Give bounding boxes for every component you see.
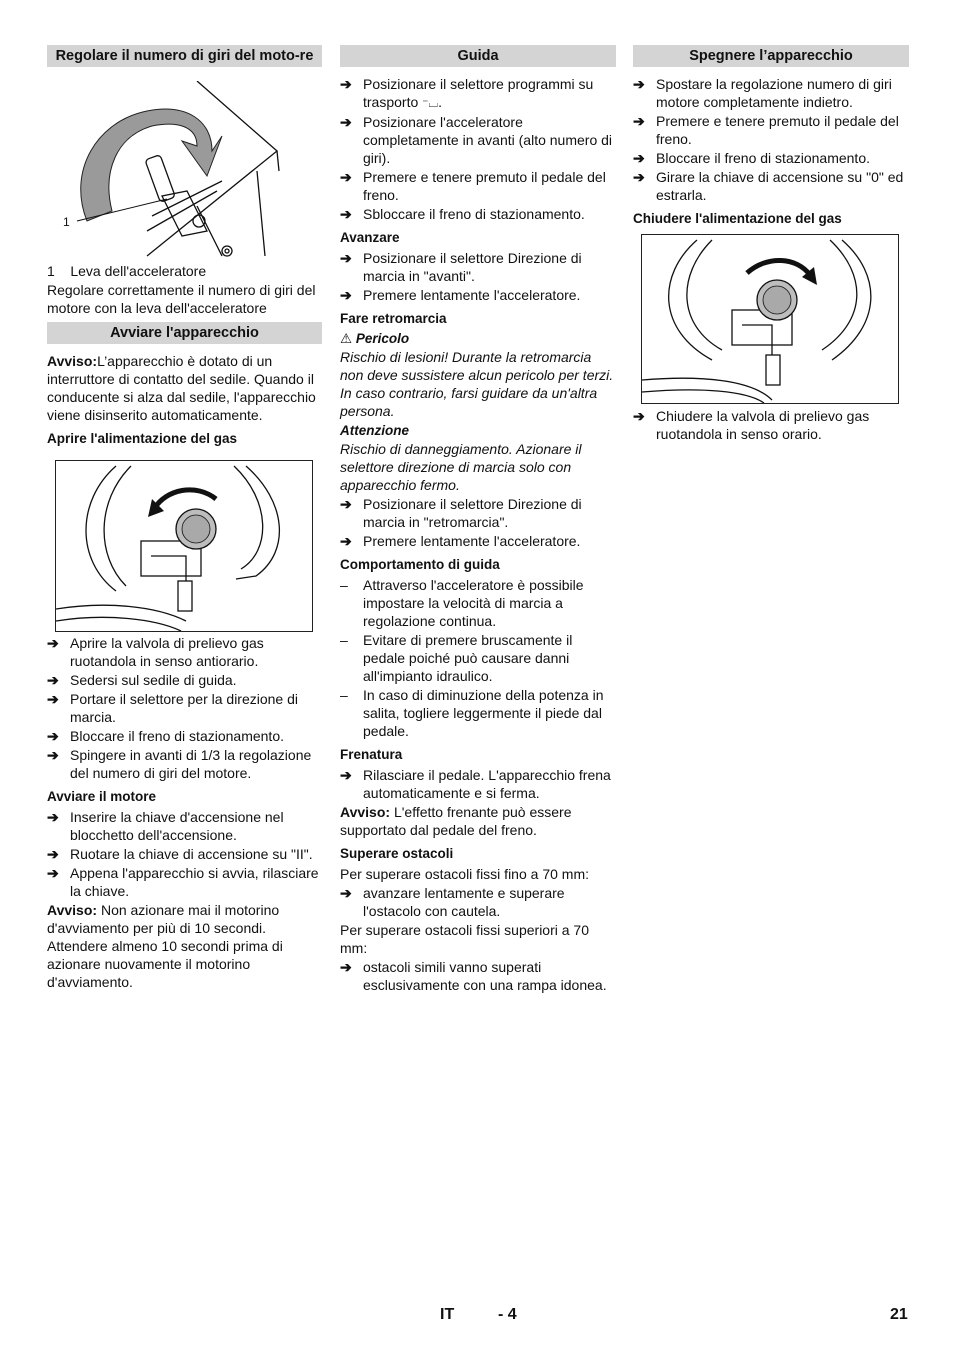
list-item: – In caso di diminuzione della potenza in salita, togliere leggermente il piede dal pedale. <box>340 687 604 739</box>
step-turn-key: ➔ Ruotare la chiave di accensione su "II". <box>47 846 313 862</box>
transport-icon: ⁻⌴ <box>422 96 439 110</box>
list-item: – Evitare di premere bruscamente il pedale poiché può causare danni all'impianto idraulico. <box>340 632 573 684</box>
column-1 <box>47 45 322 992</box>
notice-text: L'effetto frenante può essere supportato dal pedale del freno. <box>340 804 572 838</box>
notice-label: Avviso: <box>340 804 391 820</box>
column-3 <box>633 45 909 444</box>
gas-valve-close-figure <box>641 234 899 404</box>
step-direction-forward: ➔ Posizionare il selettore Direzione di marcia in "avanti". <box>340 250 582 284</box>
subheading-obstacles: Superare ostacoli <box>340 846 454 861</box>
arrow-right-icon: ➔ <box>633 113 645 129</box>
subheading-start-engine: Avviare il motore <box>47 789 157 804</box>
warning-triangle-icon: ⚠ <box>340 331 353 346</box>
arrow-right-icon: ➔ <box>47 809 59 825</box>
heading-switch-off: Spegnere l’apparecchio <box>633 45 909 67</box>
arrow-right-icon: ➔ <box>340 206 352 222</box>
step-open-valve: ➔ Aprire la valvola di prelievo gas ruotandola in senso antiorario. <box>47 635 264 669</box>
step-direction-reverse: ➔ Posizionare il selettore Direzione di marcia in "retromarcia". <box>340 496 582 530</box>
list-item: – Attraverso l'acceleratore è possibile impostare la velocità di marcia a regolazione continua. <box>340 577 584 629</box>
step-press-throttle-reverse: ➔ Premere lentamente l'acceleratore. <box>340 533 581 549</box>
step-insert-key: ➔ Inserire la chiave d'accensione nel blocchetto dell'accensione. <box>47 809 284 843</box>
steps-open-gas <box>47 634 322 782</box>
subheading-open-gas: Aprire l'alimentazione del gas <box>47 431 238 446</box>
subheading-forward: Avanzare <box>340 230 400 245</box>
figure-callout-1: 1 <box>63 215 70 229</box>
subheading-close-gas: Chiudere l'alimentazione del gas <box>633 211 842 226</box>
step-throttle-forward: ➔ Posizionare l'acceleratore completamente in avanti (alto numero di giri). <box>340 114 613 166</box>
heading-driving: Guida <box>340 45 616 67</box>
obstacles-over-70: Per superare ostacoli fissi superiori a 70 mm: <box>340 922 590 956</box>
arrow-right-icon: ➔ <box>340 287 352 303</box>
paragraph-engine-speed: Regolare correttamente il numero di giri del motore con la leva dell'acceleratore <box>47 282 316 316</box>
caution-text: Rischio di danneggiamento. Azionare il selettore direzione di marcia solo con apparecchio fermo. <box>340 441 582 493</box>
arrow-right-icon: ➔ <box>47 635 59 651</box>
steps-driving <box>340 75 616 223</box>
arrow-right-icon: ➔ <box>47 846 59 862</box>
arrow-right-icon: ➔ <box>340 959 352 975</box>
arrow-right-icon: ➔ <box>340 496 352 512</box>
step-direction: ➔ Portare il selettore per la direzione di marcia. <box>47 691 299 725</box>
list-driving-behaviour <box>340 576 616 740</box>
heading-engine-speed: Regolare il numero di giri del moto-re <box>47 45 322 67</box>
caution-label: Attenzione <box>340 423 409 438</box>
step-close-valve: ➔ Chiudere la valvola di prelievo gas ruotandola in senso orario. <box>633 408 870 442</box>
step-release-key: ➔ Appena l'apparecchio si avvia, rilasciare la chiave. <box>47 865 319 899</box>
subheading-driving-behaviour: Comportamento di guida <box>340 557 500 572</box>
steps-switch-off <box>633 75 909 204</box>
arrow-right-icon: ➔ <box>340 885 352 901</box>
step-lock-parking-brake: ➔ Bloccare il freno di stazionamento. <box>633 150 870 166</box>
arrow-right-icon: ➔ <box>633 76 645 92</box>
heading-start-device: Avviare l'apparecchio <box>47 322 322 344</box>
arrow-right-icon: ➔ <box>340 767 352 783</box>
steps-reverse <box>340 495 616 550</box>
step-press-throttle: ➔ Premere lentamente l'acceleratore. <box>340 287 581 303</box>
arrow-right-icon: ➔ <box>340 533 352 549</box>
footer-language: IT <box>440 1306 455 1323</box>
steps-forward <box>340 249 616 304</box>
arrow-right-icon: ➔ <box>47 728 59 744</box>
gas-valve-open-figure <box>55 460 313 632</box>
notice-label: Avviso: <box>47 902 98 918</box>
gas-valve-close-illustration <box>642 235 898 403</box>
throttle-lever-illustration <box>47 81 322 261</box>
figure-legend: 1 Leva dell'acceleratore <box>47 263 207 279</box>
arrow-right-icon: ➔ <box>47 865 59 881</box>
footer-section: - 4 <box>498 1306 517 1323</box>
notice-seat-switch <box>47 352 322 424</box>
arrow-right-icon: ➔ <box>633 169 645 185</box>
step-engine-speed: ➔ Spingere in avanti di 1/3 la regolazione del numero di giri del motore. <box>47 747 312 781</box>
step-obstacle-slowly: ➔ avanzare lentamente e superare l'ostacolo con cautela. <box>340 885 565 919</box>
step-release-parking-brake: ➔ Sbloccare il freno di stazionamento. <box>340 206 585 222</box>
step-sit: ➔ Sedersi sul sedile di guida. <box>47 672 237 688</box>
step-program-selector: ➔ Posizionare il selettore programmi su trasporto ⁻⌴. <box>340 76 594 110</box>
danger-label: ⚠ Pericolo <box>340 331 410 346</box>
arrow-right-icon: ➔ <box>340 76 352 92</box>
arrow-right-icon: ➔ <box>47 747 59 763</box>
subheading-braking: Frenatura <box>340 747 403 762</box>
step-engine-speed-back: ➔ Spostare la regolazione numero di giri motore completamente indietro. <box>633 76 892 110</box>
gas-valve-open-illustration <box>56 461 312 631</box>
obstacles-up-to-70: Per superare ostacoli fissi fino a 70 mm: <box>340 866 589 882</box>
step-key-off: ➔ Girare la chiave di accensione su "0" ed estrarla. <box>633 169 904 203</box>
throttle-lever-figure <box>47 81 322 261</box>
arrow-right-icon: ➔ <box>633 150 645 166</box>
steps-start-engine <box>47 808 322 900</box>
notice-braking <box>340 803 616 839</box>
step-obstacle-ramp: ➔ ostacoli simili vanno superati esclusivamente con una rampa idonea. <box>340 959 607 993</box>
step-release-pedal: ➔ Rilasciare il pedale. L'apparecchio frena automaticamente e si ferma. <box>340 767 611 801</box>
step-parking-brake: ➔ Bloccare il freno di stazionamento. <box>47 728 284 744</box>
arrow-right-icon: ➔ <box>633 408 645 424</box>
subheading-reverse: Fare retromarcia <box>340 311 447 326</box>
notice-text: Non azionare mai il motorino d'avviamento per più di 10 secondi. Attendere almeno 10 secondi prima di azionare nuovamente il motorino d'avviamento. <box>47 902 283 990</box>
notice-label: Avviso: <box>47 353 98 369</box>
notice-text: L’apparecchio è dotato di un interruttore di contatto del sedile. Quando il conducente si alza dal sedile, l'apparecchio viene disinserito automaticamente. <box>47 353 316 423</box>
arrow-right-icon: ➔ <box>340 169 352 185</box>
arrow-right-icon: ➔ <box>47 672 59 688</box>
notice-starter <box>47 901 322 991</box>
column-2 <box>340 45 616 995</box>
danger-text: Rischio di lesioni! Durante la retromarcia non deve sussistere alcun pericolo per terzi. In caso contrario, farsi guidare da un'altra persona. <box>340 349 614 419</box>
step-hold-brake: ➔ Premere e tenere premuto il pedale del freno. <box>633 113 899 147</box>
arrow-right-icon: ➔ <box>340 114 352 130</box>
arrow-right-icon: ➔ <box>47 691 59 707</box>
step-brake-pedal: ➔ Premere e tenere premuto il pedale del freno. <box>340 169 606 203</box>
arrow-right-icon: ➔ <box>340 250 352 266</box>
footer-page-number: 21 <box>890 1306 908 1323</box>
